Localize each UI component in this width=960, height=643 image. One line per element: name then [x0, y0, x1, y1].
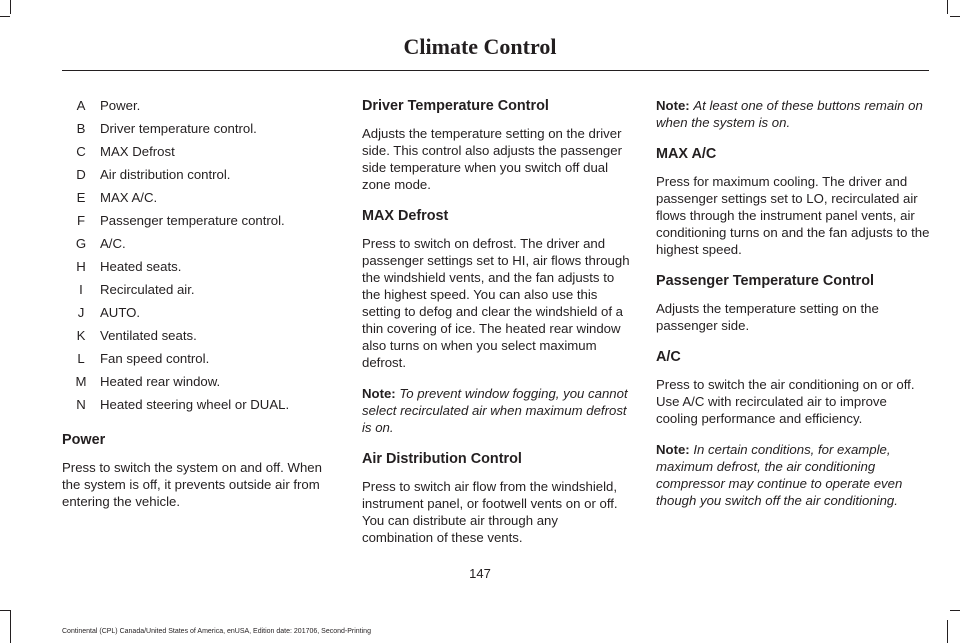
crop-mark	[0, 16, 10, 17]
legend-description: MAX Defrost	[100, 144, 175, 159]
max-ac-body: Press for maximum cooling. The driver and passenger settings set to LO, recirculated air flows through the instrument panel vents, air conditioning turns on and the fan adjusts to the highest speed.	[656, 174, 930, 257]
crop-mark	[10, 610, 11, 643]
legend-letter: M	[75, 374, 87, 389]
legend-item	[62, 97, 338, 120]
crop-mark	[950, 610, 960, 611]
legend-letter: I	[79, 282, 83, 297]
legend-item	[62, 304, 338, 327]
note-label: Note:	[362, 386, 396, 401]
air-distribution-body: Press to switch air flow from the windshield, instrument panel, or footwell vents on or off. You can distribute air through any combination of these vents.	[362, 479, 618, 545]
title-rule	[62, 70, 929, 71]
note-label: Note:	[656, 98, 690, 113]
legend-description: Heated rear window.	[100, 374, 221, 389]
legend-item	[62, 350, 338, 373]
column-2	[362, 97, 632, 560]
max-defrost-body: Press to switch on defrost. The driver and passenger settings set to HI, air flows through the windshield vents, and the fan adjusts to the highest speed. You can also use this setting to defog and clear the windshield of a thin covering of ice. The heated rear window also turns on when you select maximum defrost.	[362, 236, 630, 370]
legend-item	[62, 212, 338, 235]
legend-letter: G	[75, 236, 87, 251]
legend-letter: D	[76, 167, 86, 182]
column-1	[62, 97, 338, 524]
legend-letter: L	[77, 351, 85, 366]
legend-letter: J	[77, 305, 85, 320]
note-text: In certain conditions, for example, maximum defrost, the air conditioning compressor may continue to operate even though you switch off the air conditioning.	[656, 442, 903, 508]
passenger-temp-body: Adjusts the temperature setting on the passenger side.	[656, 301, 879, 333]
legend-description: Heated seats.	[100, 259, 182, 274]
legend-description: Passenger temperature control.	[100, 213, 285, 228]
legend-description: Fan speed control.	[100, 351, 210, 366]
max-defrost-note	[362, 385, 632, 436]
power-heading: Power	[62, 432, 106, 448]
legend-item	[62, 258, 338, 281]
footer-edition: Continental (CPL) Canada/United States of America, enUSA, Edition date: 201706, Second-Printing	[62, 628, 371, 635]
legend-description: A/C.	[100, 236, 126, 251]
legend-letter: F	[76, 213, 86, 228]
legend-item	[62, 373, 338, 396]
legend-item	[62, 189, 338, 212]
passenger-temp-heading: Passenger Temperature Control	[656, 273, 875, 289]
legend-item	[62, 143, 338, 166]
legend-description: Power.	[100, 98, 141, 113]
air-distribution-heading: Air Distribution Control	[362, 451, 522, 467]
legend-letter: B	[76, 121, 86, 136]
legend-item	[62, 281, 338, 304]
air-distribution-note	[656, 97, 930, 131]
legend-letter: E	[76, 190, 86, 205]
legend-description: MAX A/C.	[100, 190, 158, 205]
max-defrost-heading: MAX Defrost	[362, 208, 449, 224]
note-text: To prevent window fogging, you cannot select recirculated air when maximum defrost is on.	[362, 386, 628, 435]
crop-mark	[950, 16, 960, 17]
legend-item	[62, 120, 338, 143]
legend-description: Heated steering wheel or DUAL.	[100, 397, 290, 412]
crop-mark	[947, 0, 948, 14]
legend-description: Air distribution control.	[100, 167, 231, 182]
max-ac-heading: MAX A/C	[656, 146, 717, 162]
legend-letter: K	[76, 328, 86, 343]
crop-mark	[10, 0, 11, 14]
legend-item	[62, 396, 338, 419]
power-body: Press to switch the system on and off. When the system is off, it prevents outside air from entering the vehicle.	[62, 460, 322, 509]
driver-temp-heading: Driver Temperature Control	[362, 98, 549, 114]
crop-mark	[0, 610, 10, 611]
page-title: Climate Control	[403, 34, 557, 59]
legend-item	[62, 166, 338, 189]
ac-body: Press to switch the air conditioning on or off. Use A/C with recirculated air to improve cooling performance and efficiency.	[656, 377, 915, 426]
legend-description: Recirculated air.	[100, 282, 195, 297]
ac-heading: A/C	[656, 349, 681, 365]
driver-temp-body: Adjusts the temperature setting on the driver side. This control also adjusts the passenger side temperature when you switch off dual zone mode.	[362, 126, 622, 192]
legend-letter: A	[76, 98, 86, 113]
legend-letter: N	[76, 397, 86, 412]
legend-item	[62, 327, 338, 350]
control-legend	[62, 97, 338, 419]
column-3	[656, 97, 930, 523]
legend-description: Ventilated seats.	[100, 328, 197, 343]
legend-description: AUTO.	[100, 305, 141, 320]
legend-letter: H	[76, 259, 86, 274]
note-label: Note:	[656, 442, 690, 457]
legend-letter: C	[76, 144, 86, 159]
page-number: 147	[469, 566, 491, 581]
legend-description: Driver temperature control.	[100, 121, 257, 136]
crop-mark	[947, 620, 948, 643]
legend-item	[62, 235, 338, 258]
ac-note	[656, 441, 930, 509]
note-text: At least one of these buttons remain on when the system is on.	[656, 98, 923, 130]
